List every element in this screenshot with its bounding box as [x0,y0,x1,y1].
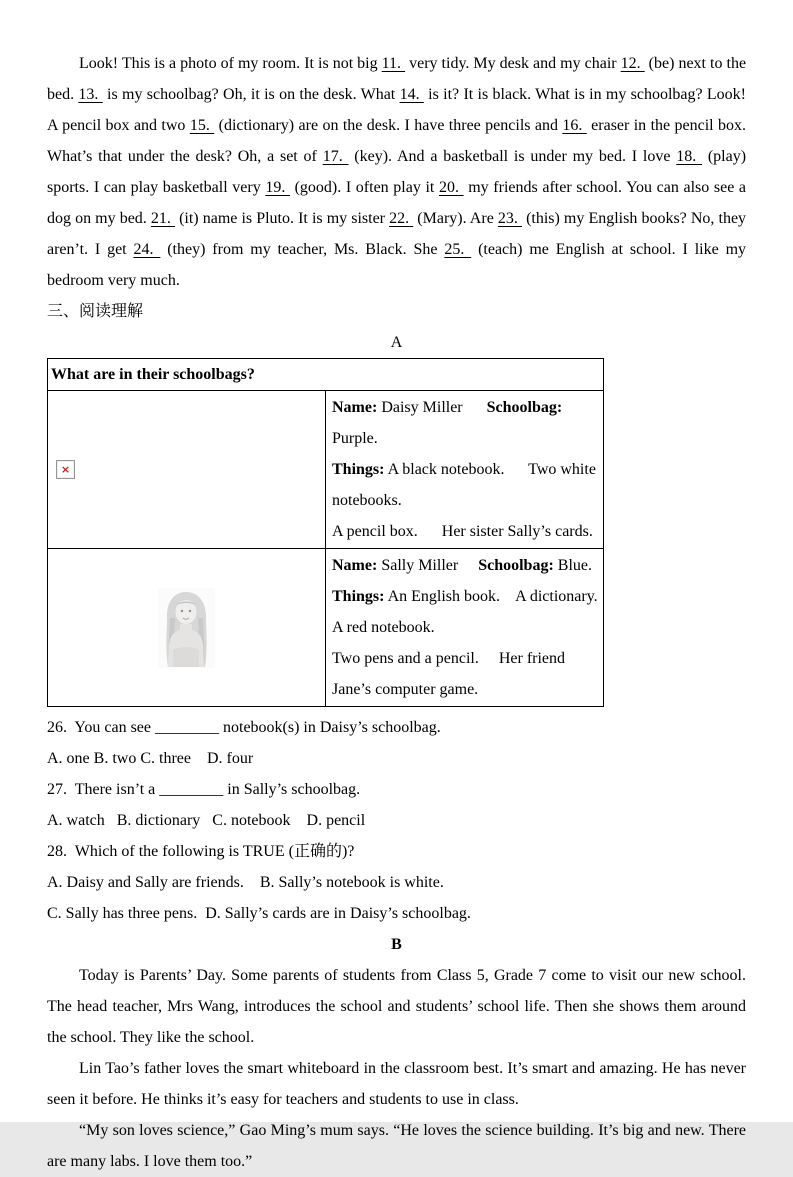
cloze-blank-21: 21. [150,210,175,227]
question-28-options-ab: A. Daisy and Sally are friends. B. Sally’s notebook is white. [47,874,444,891]
table-text-line: Name: Daisy Miller Schoolbag: Purple. [332,399,567,447]
question-28: 28. Which of the following is TRUE (正确的)? [47,843,355,860]
table-text-line: Things: An English book. A dictionary. A red notebook. [332,588,617,636]
table-text-line: Name: Sally Miller Schoolbag: Blue. [332,557,592,574]
cloze-blank-18: 18. [676,148,703,165]
image-cell [48,391,326,549]
red-x-glyph: × [60,463,71,476]
cloze-blank-12: 12. [620,55,645,72]
table-row [48,549,604,707]
question-26-options: A. one B. two C. three D. four [47,750,254,767]
cloze-blank-15: 15. [189,117,215,134]
missing-image-icon [56,460,75,479]
table-text-line: Things: A black notebook. Two white notebooks. [332,461,600,509]
question-27: 27. There isn’t a ________ in Sally’s schoolbag. [47,781,361,798]
cloze-blank-23: 23. [497,210,522,227]
passage-b [47,960,746,1177]
table-text-line: Two pens and a pencil. Her friend Jane’s computer game. [332,650,570,698]
table-text-line: A pencil box. Her sister Sally’s cards. [332,523,593,540]
cloze-blank-14: 14. [399,86,424,103]
table-row [48,391,604,549]
cloze-blank-25: 25. [444,241,472,258]
cloze-passage: Look! This is a photo of my room. It is not big 11. very tidy. My desk and my chair 12. (be) next to the bed. 13. is my schoolbag? Oh, it is on the desk. What 14. is it? It is black. What is in my schoolbag? Look! A pencil box and two 15. (dictionary) are on the desk. I have three pencils and 16. eraser in the pencil box. What’s that under the desk? Oh, a set of 17. (key). And a basketball is under my bed. I love 18. (play) sports. I can play basketball very 19. (good). I often play it 20. my friends after school. You can also see a dog on my bed. 21. (it) name is Pluto. It is my sister 22. (Mary). Are 23. (this) my English books? No, they aren’t. I get 24. (they) from my teacher, Ms. Black. She 25. (teach) me English at school. I like my bedroom very much. [47,55,747,289]
cloze-blank-11: 11. [381,55,406,72]
info-cell [326,549,617,707]
passage-b-paragraph-2: Lin Tao’s father loves the smart whiteboard in the classroom best. It’s smart and amazing. He has never seen it before. He thinks it’s easy for teachers and students to use in class. [47,1060,746,1108]
girl-portrait-photo [158,588,215,668]
question-26: 26. You can see ________ notebook(s) in Daisy’s schoolbag. [47,719,441,736]
schoolbags-table [47,358,617,707]
table-title: What are in their schoolbags? [48,359,604,391]
cloze-blank-16: 16. [562,117,587,134]
image-cell [48,549,326,707]
cloze-blank-20: 20. [438,179,464,196]
questions-block [47,712,746,929]
section-3-heading: 三、阅读理解 [47,303,144,320]
passage-b-label: B [391,936,402,953]
cloze-blank-13: 13. [78,86,103,103]
cloze-blank-22: 22. [389,210,414,227]
question-27-options: A. watch B. dictionary C. notebook D. pencil [47,812,366,829]
table-title-row [48,359,604,391]
passage-b-paragraph-1: Today is Parents’ Day. Some parents of students from Class 5, Grade 7 come to visit our new school. The head teacher, Mrs Wang, introduces the school and students’ school life. Then she shows them around the school. They like the school. [47,967,746,1046]
cloze-blank-17: 17. [322,148,349,165]
cloze-blank-19: 19. [265,179,290,196]
cloze-blank-24: 24. [133,241,161,258]
passage-b-paragraph-3: “My son loves science,” Gao Ming’s mum says. “He loves the science building. It’s big and new. There are many labs. I love them too.” [47,1122,746,1170]
info-cell [326,391,604,549]
passage-a-label: A [390,334,403,351]
question-28-options-cd: C. Sally has three pens. D. Sally’s cards are in Daisy’s schoolbag. [47,905,471,922]
